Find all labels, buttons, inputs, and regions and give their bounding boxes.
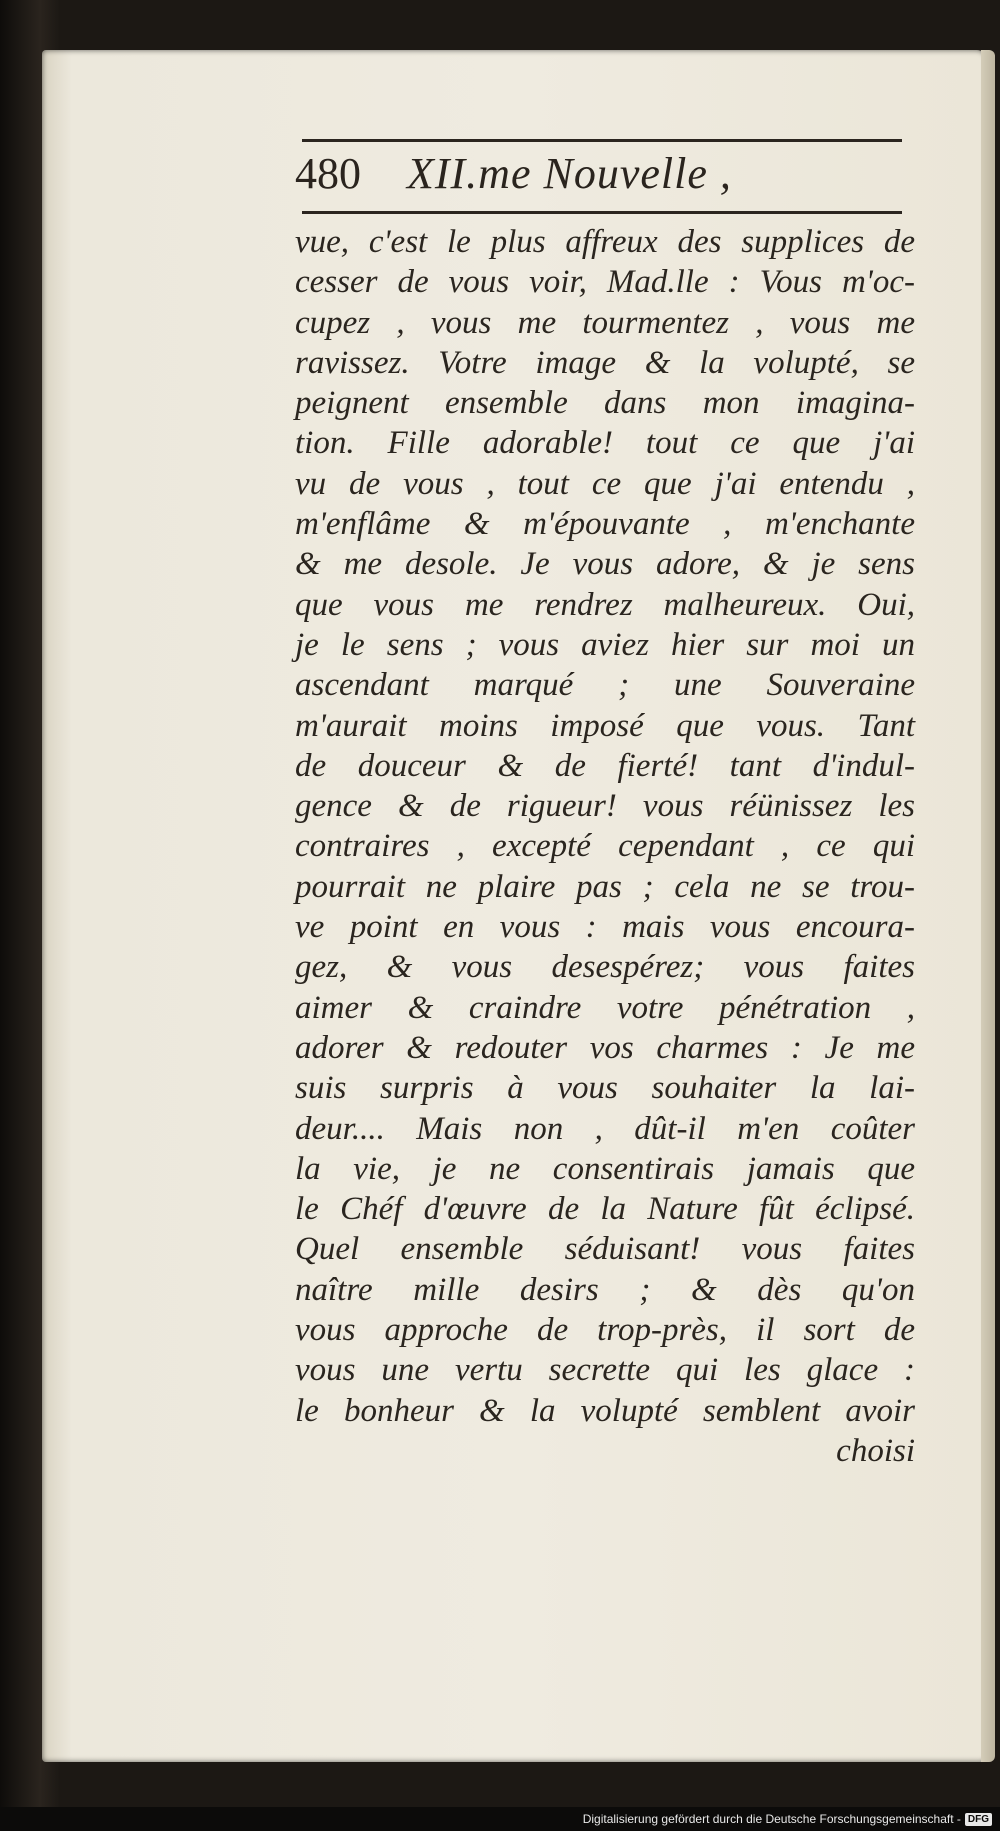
text-line: le bonheur & la volupté semblent avoir xyxy=(295,1392,915,1429)
text-line: Quel ensemble séduisant! vous faites xyxy=(295,1231,915,1268)
text-line: gez, & vous desespérez; vous faites xyxy=(295,949,915,986)
footer-credit: Digitalisierung gefördert durch die Deutsche Forschungsgemeinschaft - xyxy=(582,1812,961,1826)
text-line: peignent ensemble dans mon imagina- xyxy=(295,385,915,422)
text-line: gence & de rigueur! vous réünissez les xyxy=(295,788,915,825)
text-line: que vous me rendrez malheureux. Oui, xyxy=(295,586,915,623)
text-line: ravissez. Votre image & la volupté, se xyxy=(295,344,915,381)
text-line: cesser de vous voir, Mad.lle : Vous m'oc- xyxy=(295,264,915,301)
text-line: je le sens ; vous aviez hier sur moi un xyxy=(295,626,915,663)
text-line: de douceur & de fierté! tant d'indul- xyxy=(295,747,915,784)
dfg-logo: DFG xyxy=(965,1813,992,1826)
header-rule-top xyxy=(302,139,902,142)
text-line: adorer & redouter vos charmes : Je me xyxy=(295,1029,915,1066)
text-line: deur.... Mais non , dût-il m'en coûter xyxy=(295,1110,915,1147)
text-line: vue, c'est le plus affreux des supplices de xyxy=(295,224,915,260)
text-line: m'aurait moins imposé que vous. Tant xyxy=(295,707,915,744)
text-line: m'enflâme & m'épouvante , m'enchante xyxy=(295,506,915,543)
catchword: choisi xyxy=(836,1432,915,1469)
text-line: cupez , vous me tourmentez , vous me xyxy=(295,304,915,341)
page-header xyxy=(295,148,915,208)
text-line: ascendant marqué ; une Souveraine xyxy=(295,667,915,704)
page-edge xyxy=(981,50,995,1762)
text-line: vous une vertu secrette qui les glace : xyxy=(295,1352,915,1389)
page-number: 480 xyxy=(295,149,361,198)
text-line: pourrait ne plaire pas ; cela ne se trou- xyxy=(295,868,915,905)
text-line: aimer & craindre votre pénétration , xyxy=(295,989,915,1026)
text-line: la vie, je ne consentirais jamais que xyxy=(295,1150,915,1187)
text-line: tion. Fille adorable! tout ce que j'ai xyxy=(295,425,915,462)
text-line: ve point en vous : mais vous encoura- xyxy=(295,909,915,946)
body-text xyxy=(295,222,915,1471)
text-line: le Chéf d'œuvre de la Nature fût éclipsé. xyxy=(295,1191,915,1228)
running-title: XII.me Nouvelle , xyxy=(407,149,732,198)
text-line: contraires , excepté cependant , ce qui xyxy=(295,828,915,865)
text-line: vu de vous , tout ce que j'ai entendu , xyxy=(295,465,915,502)
header-rule-bottom xyxy=(302,211,902,214)
text-line: suis surpris à vous souhaiter la lai- xyxy=(295,1070,915,1107)
text-line: & me desole. Je vous adore, & je sens xyxy=(295,546,915,583)
digitization-footer xyxy=(0,1807,1000,1831)
text-line: vous approche de trop-près, il sort de xyxy=(295,1312,915,1349)
text-line: naître mille desirs ; & dès qu'on xyxy=(295,1271,915,1308)
